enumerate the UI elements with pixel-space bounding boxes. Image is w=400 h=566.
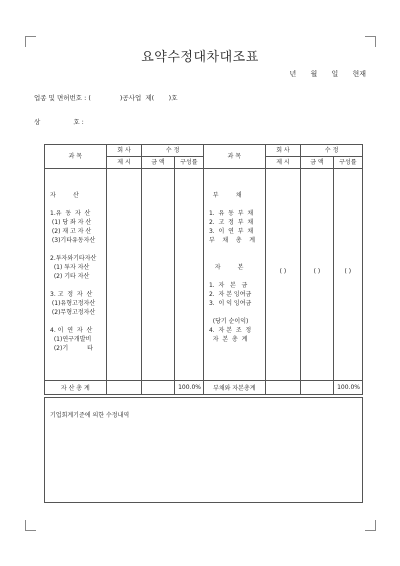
assets-line: (2)기 타	[50, 345, 93, 352]
liabilities-line: 부 채	[208, 192, 242, 199]
assets-group	[50, 290, 104, 317]
total-liab-equity-label: 부채와 자본총계	[203, 381, 265, 395]
assets-line: 3. 고 정 자 산	[50, 291, 93, 298]
assets-line: (1) 투자 자산	[50, 264, 90, 271]
equity-paren-amount: ( )	[313, 268, 321, 275]
liab-ratio-cell	[333, 169, 362, 381]
liabilities-line: 3. 이 연 부 채	[208, 228, 254, 235]
header-correction-right: 수 정	[301, 145, 363, 157]
date-now: 현재	[352, 70, 366, 78]
liabilities-group	[209, 317, 263, 344]
header-item-left: 과 목	[45, 145, 107, 169]
assets-line: (2) 재 고 자 산	[50, 228, 92, 235]
liabilities-line: 3. 이 익 잉여금	[208, 300, 252, 307]
total-liab-submitted	[265, 381, 301, 395]
header-ratio-left: 구성률	[174, 157, 203, 169]
liabilities-line: (당기 순이익)	[208, 318, 249, 325]
corner-mark-bottom-left	[25, 520, 36, 531]
corner-mark-bottom-right	[365, 520, 376, 531]
document-title: 요약수정대차대조표	[141, 50, 259, 65]
liabilities-line: 1. 유 동 부 채	[208, 210, 254, 217]
assets-group	[50, 191, 104, 200]
assets-ratio-cell	[174, 169, 203, 381]
header-amount-right: 금 액	[301, 157, 333, 169]
assets-group	[50, 326, 104, 353]
liabilities-line: 4. 자 본 조 정	[208, 327, 252, 334]
equity-paren-ratio: ( )	[344, 268, 352, 275]
assets-column	[45, 169, 107, 381]
assets-line: (1)유형고정자산	[50, 300, 96, 307]
assets-amount-cell	[142, 169, 174, 381]
liabilities-line: 2. 자 본 잉여금	[208, 291, 252, 298]
liab-amount-cell	[301, 169, 333, 381]
liab-submitted-cell	[265, 169, 301, 381]
assets-line: 4. 이 연 자 산	[50, 327, 93, 334]
header-submitted-left: 제 시	[106, 157, 142, 169]
assets-group	[50, 209, 104, 245]
assets-line: 자 산	[50, 192, 79, 199]
assets-line: 2.투자와기타자산	[50, 255, 97, 262]
assets-line: (1) 당 좌 자 산	[50, 219, 92, 226]
balance-sheet-table	[44, 144, 363, 395]
total-assets-amount	[142, 381, 174, 395]
liabilities-group	[209, 281, 263, 308]
correction-notes-box	[44, 397, 363, 503]
header-submitted-right: 제 시	[265, 157, 301, 169]
header-amount-left: 금 액	[142, 157, 174, 169]
liabilities-column	[203, 169, 265, 381]
liabilities-line: 자 본 총 계	[208, 336, 248, 343]
total-liab-amount	[301, 381, 333, 395]
date-day: 일	[331, 70, 339, 78]
liabilities-line: 2. 고 정 부 채	[208, 219, 254, 226]
date-month: 월	[310, 70, 318, 78]
total-assets-ratio: 100.0%	[174, 381, 203, 395]
total-assets-submitted	[106, 381, 142, 395]
correction-notes-label: 기업회계기준에 의한 수정내역	[50, 412, 130, 419]
assets-group	[50, 254, 104, 281]
assets-line: (1)연구개발비	[50, 336, 92, 343]
liabilities-group	[209, 209, 263, 245]
liabilities-line: 부 채 총 계	[208, 237, 256, 244]
assets-line: (2) 기타 자산	[50, 273, 90, 280]
date-year: 년	[289, 70, 297, 78]
equity-paren-submitted: ( )	[279, 268, 287, 275]
liabilities-group	[209, 254, 263, 272]
header-item-right: 과 목	[203, 145, 265, 169]
company-name-line: 상 호 :	[34, 118, 84, 126]
header-company-right: 회 사	[265, 145, 301, 157]
liabilities-line: 자 본	[208, 264, 244, 271]
report-date	[289, 69, 366, 79]
business-license-line: 업종 및 면허번호 : ( )공사업 제( )호	[34, 94, 178, 102]
total-liab-ratio: 100.0%	[333, 381, 362, 395]
assets-line: (2)무형고정자산	[50, 309, 96, 316]
liabilities-line	[209, 254, 263, 263]
liabilities-group	[209, 191, 263, 200]
assets-line: 1.유 동 자 산	[50, 210, 91, 217]
assets-submitted-cell	[106, 169, 142, 381]
header-correction-left: 수 정	[142, 145, 204, 157]
assets-line: (3)기타유동자산	[50, 237, 96, 244]
liabilities-line: 1. 자 본 금	[208, 282, 248, 289]
header-company-left: 회 사	[106, 145, 142, 157]
header-ratio-right: 구성률	[333, 157, 362, 169]
total-assets-label: 자 산 총 계	[45, 381, 107, 395]
